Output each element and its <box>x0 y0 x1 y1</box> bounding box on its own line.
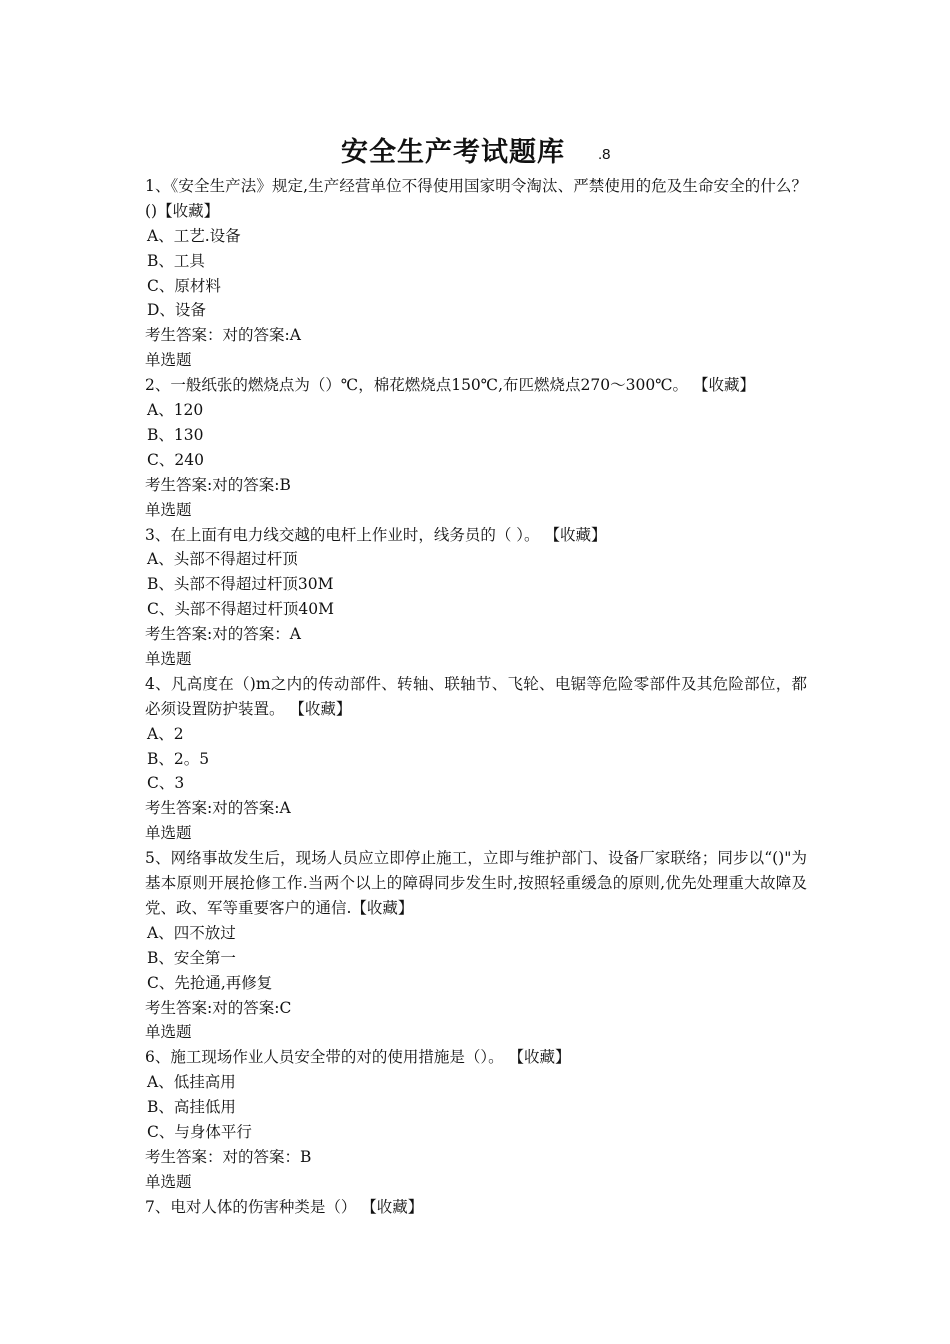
option-c: C、先抢通,再修复 <box>147 973 273 992</box>
question-text: 5、网络事故发生后，现场人员应立即停止施工，立即与维护部门、设备厂家联络；同步以“()"为基本原则开展抢修工作.当两个以上的障碍同步发生时,按照轻重缓急的原则,优先处理重大故障及党、政、军等重要客户的通信.【收藏】 <box>145 849 807 917</box>
question-text: 4、凡高度在（)m之内的传动部件、转轴、联轴节、飞轮、电锯等危险零部件及其危险部位，都必须设置防护装置。 【收藏】 <box>145 674 807 718</box>
option-a: A、工艺.设备 <box>147 226 241 245</box>
option-a: A、低挂高用 <box>147 1073 236 1092</box>
question-type: 单选题 <box>145 351 192 370</box>
question-type: 单选题 <box>145 1172 192 1191</box>
answer-line: 考生答案：对的答案:A <box>145 326 301 345</box>
option-b: B、高挂低用 <box>147 1098 236 1117</box>
answer-line: 考生答案：对的答案：B <box>145 1147 312 1166</box>
question-type: 单选题 <box>145 649 192 668</box>
question-3 <box>145 523 807 672</box>
question-4 <box>145 672 807 846</box>
option-b: B、工具 <box>147 251 205 270</box>
option-c: C、240 <box>147 450 204 469</box>
question-text: 1、《安全生产法》规定,生产经营单位不得使用国家明令淘汰、严禁使用的危及生命安全的什么？()【收藏】 <box>145 177 807 220</box>
document-title: 安全生产考试题库 <box>341 137 565 168</box>
option-a: A、2 <box>147 724 184 743</box>
answer-line: 考生答案:对的答案:B <box>145 475 291 494</box>
question-text: 3、在上面有电力线交越的电杆上作业时，线务员的（ ）。 【收藏】 <box>145 525 607 544</box>
question-1 <box>145 174 807 373</box>
question-2 <box>145 373 807 522</box>
option-c: C、头部不得超过杆顶40M <box>147 600 334 619</box>
answer-line: 考生答案:对的答案:A <box>145 799 291 818</box>
question-text: 7、电对人体的伤害种类是（） 【收藏】 <box>145 1197 424 1216</box>
option-d: D、设备 <box>147 301 206 320</box>
option-c: C、与身体平行 <box>147 1122 252 1141</box>
question-7 <box>145 1195 807 1220</box>
option-b: B、130 <box>147 425 204 444</box>
question-list <box>145 174 807 1220</box>
title-row <box>0 133 950 173</box>
option-c: C、3 <box>147 774 185 793</box>
question-type: 单选题 <box>145 1023 192 1042</box>
question-type: 单选题 <box>145 824 192 843</box>
option-a: A、头部不得超过杆顶 <box>147 550 298 569</box>
document-title-suffix: .8 <box>598 146 611 163</box>
answer-line: 考生答案:对的答案:C <box>145 998 292 1017</box>
option-c: C、原材料 <box>147 276 221 295</box>
answer-line: 考生答案:对的答案：A <box>145 625 301 644</box>
option-a: A、四不放过 <box>147 923 236 942</box>
option-a: A、120 <box>147 401 204 420</box>
question-5 <box>145 846 807 1045</box>
question-type: 单选题 <box>145 500 192 519</box>
option-b: B、安全第一 <box>147 948 236 967</box>
option-b: B、头部不得超过杆顶30M <box>147 575 334 594</box>
question-text: 6、施工现场作业人员安全带的对的使用措施是（）。 【收藏】 <box>145 1048 571 1067</box>
question-6 <box>145 1045 807 1194</box>
question-text: 2、一般纸张的燃烧点为（）℃，棉花燃烧点150℃,布匹燃烧点270～300℃。 【收藏】 <box>145 376 755 395</box>
option-b: B、2。5 <box>147 749 210 768</box>
